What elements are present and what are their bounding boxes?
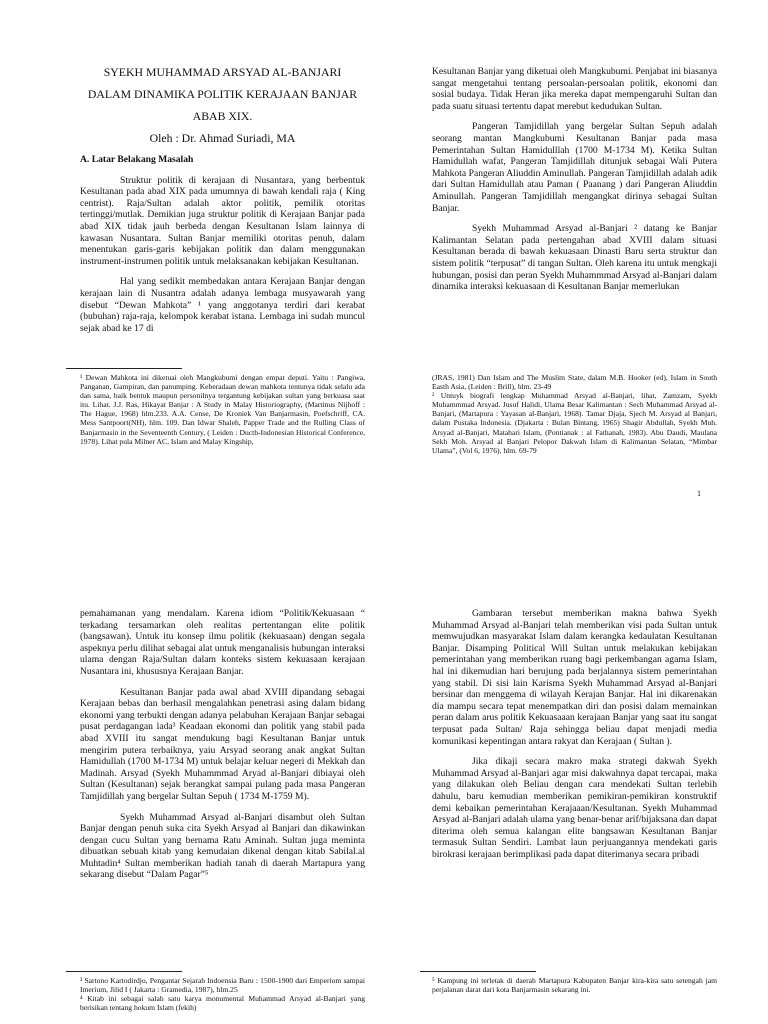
paper-title-line-1: SYEKH MUHAMMAD ARSYAD AL-BANJARI xyxy=(103,65,342,79)
page-number: 1 xyxy=(697,489,701,498)
footnote-3: ³ Sartono Kartodirdjo, Pengantar Sejarah Indoensia Baru : 1500-1900 dari Emperiom sampai Imerium, Jilid I ( Jakarta : Gramedia, 1987), hlm.25 xyxy=(80,976,365,995)
page1-footnotes-left xyxy=(80,373,365,446)
body-paragraph: Hal yang sedikit membedakan antara Kerajaan Banjar dengan kerajaan lain di Nusantra adalah adanya lembaga musyawarah yang disebut “Dewan Mahkota” ¹ yang anggotanya terdiri dari kerabat (bubuhan) raja-raja, kelompok kerabat istana. Lembaga ini sudah muncul sejak abad ke 17 di xyxy=(80,276,365,334)
footnote-5: ⁵ Kampung ini terletak di daerah Martapura Kabupaten Banjar kira-kira satu setengah jam perjalanan darat dari kota Banjarmasin sekarang ini. xyxy=(432,976,717,995)
page1-right-column xyxy=(432,66,717,302)
body-paragraph: Jika dikaji secara makro maka strategi dakwah Syekh Muhammad Arsyad al-Banjari agar misi dakwahnya dapat tercapai, maka yang dilakukan oleh Beliau dengan cara mendekati Sultan terlebih dahulu, baru kemudian memberikan pemikiran-pemikiran konstruktif demi kebaikan pemerintahan Kerajaaan/Kesultanan. Syekh Muhammad Arsyad al-Banjari adalah ulama yang benar-benar arif/bijaksana dan dapat diterima oleh semua kalangan elite bangsawan Kesultanan Banjar termasuk Sultan Sendiri. Lambat laun perjuangannya mendekati garis birokrasi kerajaan berimplikasi pada dapat diterimanya secara pribadi xyxy=(432,756,717,860)
footnote-divider xyxy=(66,368,182,369)
body-paragraph: Struktur politik di kerajaan di Nusantara, yang berbentuk Kesultanan pada abad XIX pada umumnya di bawah kendali raja ( King centrist). Raja/Sultan adalah aktor politik, pemilik otoritas tertinggi/mutlak. Demikian juga struktur politik di Kerajaan Banjar pada abad XIX tidak jauh berbeda dengan Kesultanan Islam lainnya di kawasan Nusantara. Sultan Banjar memiliki otoritas penuh, dalam menentukan garis-garis kebijakan politik dan dalam menggunakan instrument-instrumen politik untuk melaksanakan kebijakan Kesultanan. xyxy=(80,174,365,267)
body-paragraph: Syekh Muhammad Arsyad al-Banjari ² datang ke Banjar Kalimantan Selatan pada pertengahan abad XVIII dalam situasi Kesultanan berada di bawah kekuasaan Dinasti Baru serta struktur dan sistem politik “terpusat” di tangan Sultan. Oleh karena itu untuk mengkaji hubungan, posisi dan peran Syekh Muhammmad Arsyad al-Banjari dalam dinamika interaksi kekuasaan di Kesultanan Banjar memerlukan xyxy=(432,223,717,293)
page2-left-column xyxy=(80,608,365,890)
page1-left-column xyxy=(80,66,365,343)
body-paragraph: Pangeran Tamjidillah yang bergelar Sultan Sepuh adalah seorang mantan Mangkubumi Kesultanan Banjar pada masa Pemerintahan Sultan Hamidulllah (1700 M-1734 M). Ketika Sultan Hamidullah wafat, Pangeran Tamjidillah ditunjuk sebagai Wali Putera Mahkota Pangeran Aliuddin Aminullah. Pangeran Tamjidillah adalah adik dari Sultan Hamidullah atau Paman ( Paanang ) dari Pangeran Aliuddin Aminullah. Pangeran Tamjidillah mengangkat dirinya sebagai Sultan Banjar. xyxy=(432,121,717,214)
footnote-divider xyxy=(420,971,536,972)
paper-title-line-2: DALAM DINAMIKA POLITIK KERAJAAN BANJAR xyxy=(87,87,358,101)
paper-title-line-3: ABAB XIX. xyxy=(192,109,253,123)
body-paragraph: Syekh Muhammad Arsyad al-Banjari disambut oleh Sultan Banjar dengan penuh suka cita Syekh Arsyad al Banjari dan dikawinkan dengan cucu Sultan yang bernama Ratu Aminah. Sultan juga meminta dibuatkan sebuah kitab yang kemudaian dikenal dengan kitab Sabilal.al Muhtadin⁴ Sultan memberikan hadiah tanah di daerah Martapura yang sekarang disebut “Dalam Pagar”⁵ xyxy=(80,811,365,881)
footnote-1: ¹ Dewan Mahkota ini diketuai oleh Mangkubumi dengan empat deputi. Yaitu : Pangiwa, Panganan, Gampiran, dan panumping. Keberadaan dewan mahkota tentunya tidak selalu ada dan sama, baik bentuk maupun personilnya tergantung kebijakan sultan yang berkuasa saat itu. Lihat. J.J. Ras, Hikayat Banjar : A Study in Malay Historiography, (Martinus Nijhoff : The Hague, 1968) hlm.233. A.A. Cense, De Kroniek Van Banjarmasin, Poefschriff, CA. Mess Santpoort(NH), hlm. 109. Dan Idwar Shaleh, Papper Trade and the Rulling Class of Banjarmasin in the Seventeenth Century, ( Leiden : Ducth-Indonesian Historical Conference, 1978). Lihat pula Milner AC, Islam and Malay Kingship, xyxy=(80,373,365,446)
page2-footnotes-left xyxy=(80,976,365,1012)
page1-footnotes-right xyxy=(432,373,717,455)
paper-author: Oleh : Dr. Ahmad Suriadi, MA xyxy=(149,131,296,145)
footnote-divider xyxy=(66,971,182,972)
footnote-2: ² Untuyk biografi lengkap Muhammad Arsyad al-Banjari, lihat, Zamzam, Syekh Muhammmad Arsyad. Jusuf Halidi, Ulama Besar Kalimantan : Sech Muhammad Arsyad al-Banjari, (Martapura : Yayasan al-Banjari, 1968). Tamar Djaja, Sjech M. Arsyad al Banjari, dalam Pustaka Indonesia. (Djakarta : Bulan Bintang, 1965) Shagir Abdullah, Syekh Muh. Arsyad al-Banjari, Matahari Islam, (Pontianak : al Fathanah, 1983). Abu Daudi, Maulana Sekh Moh. Arsyad al Banjari Pelopor Dakwah Islam di Kalimantan Selatan, “Mimbar Ulama”, (Vol 6, 1976), hlm. 69-79 xyxy=(432,391,717,455)
section-heading: A. Latar Belakang Masalah xyxy=(80,154,194,165)
footnote-1-continued: (JRAS, 1981) Dan Islam and The Muslim State, dalam M.B. Hooker (ed), Islam in South Easth Asia, (Leiden : Brill), hlm. 23-49 xyxy=(432,373,717,392)
body-paragraph: pemahamanan yang mendalam. Karena idiom “Politik/Kekuasaan “ terkadang tersamarkan oleh realitas pertentangan elite politik (bangsawan). Untuk itu konsep ilmu politik (kekuasaan) dengan segala aspeknya perlu dilihat sebagai alat untuk menganalisis hubungan interaksi ulama dengan Raja/Sultan dalam konteks sistem kekuasaan kerajaan Nusantara ini, khususnya Kerajaan Banjar. xyxy=(80,608,365,677)
document-page-2 xyxy=(0,512,768,1024)
body-paragraph: Kesultanan Banjar yang diketuai oleh Mangkubumi. Penjabat ini biasanya sangat mengetahui tentang persoalan-persoalan politik, ekonomi dan sosial budaya. Tidak Heran jika mereka dapat mempengaruhi Sultan dan pada suatu situasi tertentu dapat merebut kedudukan Sultan. xyxy=(432,66,717,112)
footnote-4: ⁴ Kitab ini sebagai salah satu karya monumental Muhammad Arsyad al-Banjari yang berisikan tentang hokum Islam (fekih) xyxy=(80,994,365,1013)
body-paragraph: Kesultanan Banjar pada awal abad XVIII dipandang sebagai Kerajaan bebas dan berhasil mengalahkan penetrasi asing dalam bidang ekonomi yang terbukti dengan adanya pelabuhan Kerajaan Banjar sebagai pusat perdagangan lada³ Keadaan ekonomi dan politik yang stabil pada abad XVIII itu sangat mendukung bagi Kesultanan Banjar untuk mengirim putera terbaiknya, yaiu Arsyad seorang anak angkat Sultan Hamidullah (1700 M-1734 M) untuk belajar keluar negeri di Mekkah dan Madinah. Arsyad (Syekh Muhammmad Aryad al-Banjari dibiayai oleh Sultan (Kesultanan) sejak berangkat sampai pulang pada masa Pangeran Tamjidillah yang bergelar Sultan Sepuh ( 1734 M-1759 M). xyxy=(80,686,365,802)
body-paragraph: Gambaran tersebut memberikan makna bahwa Syekh Muhammad Arsyad al-Banjari telah memberikan visi pada Sultan untuk memwujudkan masyarakat Islam dalam kerangka kedaulatan Kesultanan Banjar. Disamping Political Will Sultan untuk melakukan kebijakan pemerintahan yang memberikan ruang bagi perkembangan agama Islam, hal ini dikemudian hari berujung pada berjalannya sistem pemerintahan yang stabil. Di sisi lain Karisma Syekh Muhammad Arsyad al-Banjari bersinar dan menggema di wilayah Kerajan Banjar. Hal ini dikarenakan dia mampu secara tepat menempatkan diri dan posisi dalam memainkan peran dalam arus politik Kekuasaaan kerajaan Banjar yang saat itu sangat terpusat pada Sultan/ Raja sehingga beliau dapat menjadi media komunikasi kepentingan antara rakyat dan Kerajaan ( Sultan ). xyxy=(432,608,717,747)
page2-right-column xyxy=(432,608,717,869)
page2-footnotes-right xyxy=(432,976,717,994)
